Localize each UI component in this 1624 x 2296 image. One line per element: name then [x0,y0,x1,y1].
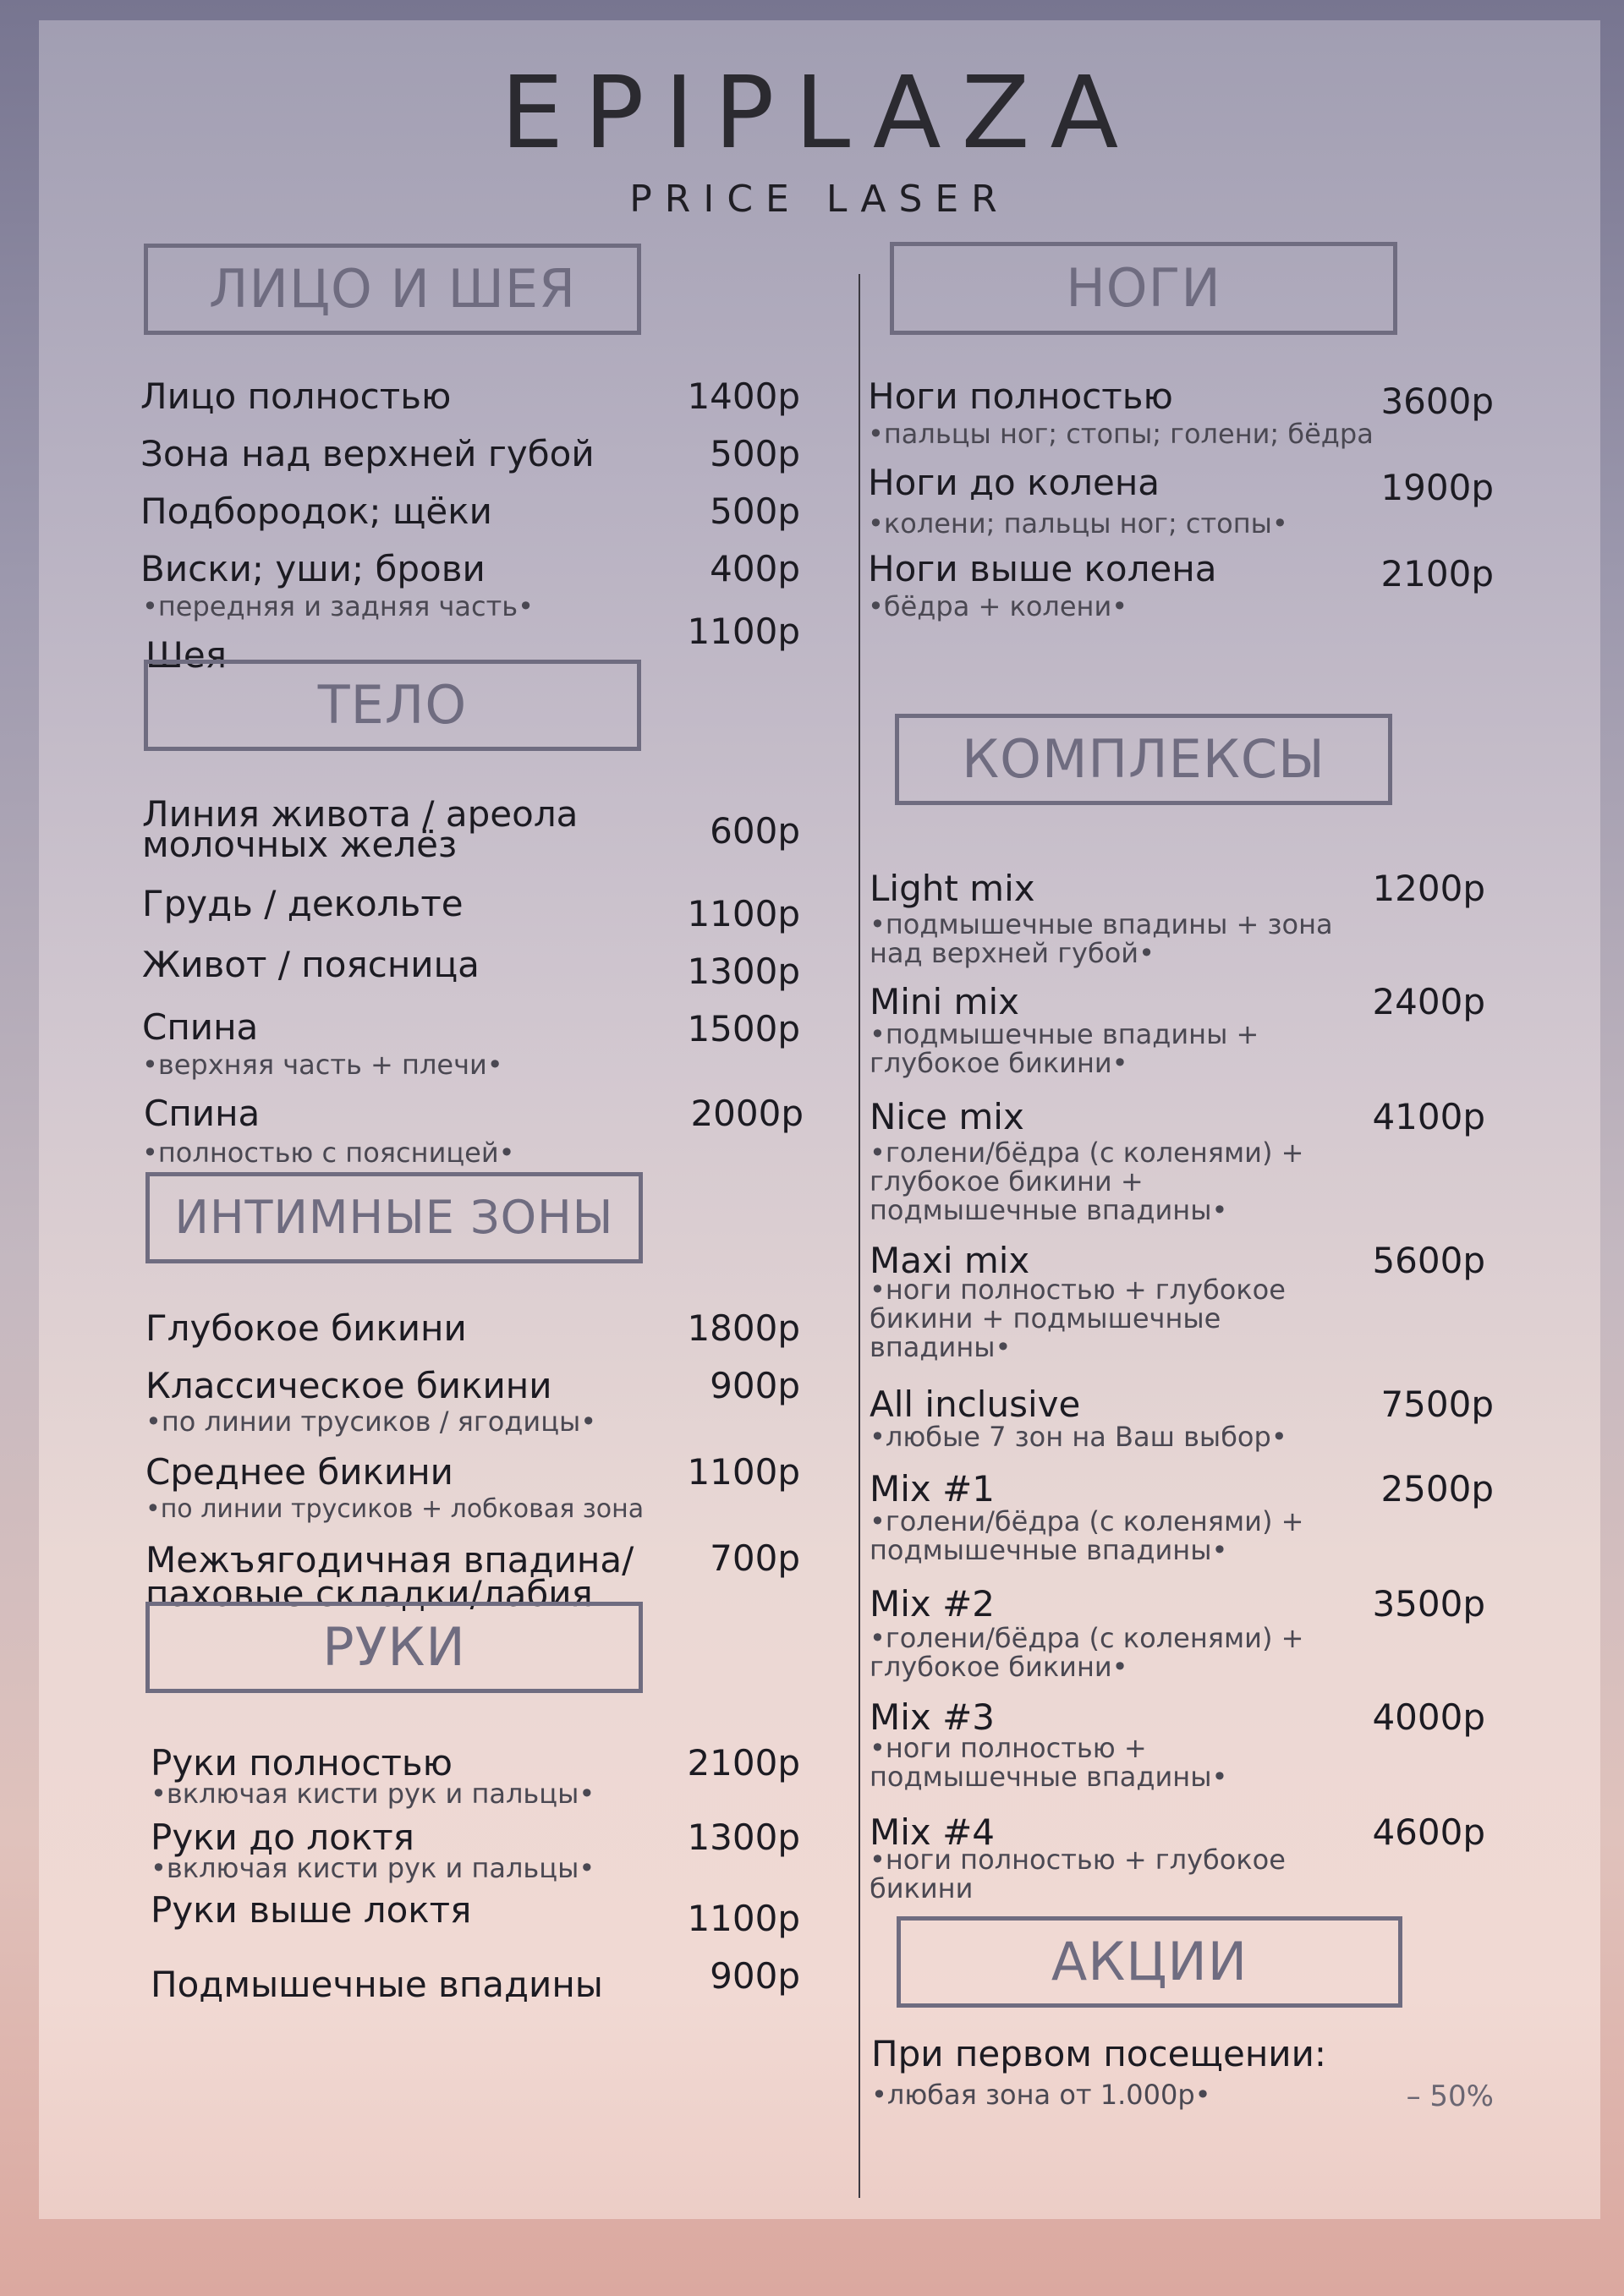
item-note: •голени/бёдра (с коленями) + [870,1505,1304,1537]
item-note: подмышечные впадины• [870,1761,1228,1793]
section-complexes-header [895,714,1392,805]
item-price: 7500р [1380,1384,1494,1425]
item-price: 1400р [687,375,800,417]
item-name: Mix #2 [870,1583,996,1625]
item-name: Линия живота / ареола [142,793,579,835]
item-note: •голени/бёдра (с коленями) + [870,1137,1304,1169]
item-price: 2000р [690,1093,804,1134]
item-price: 4000р [1372,1696,1485,1738]
item-name: Подмышечные впадины [151,1964,603,2005]
item-note: •голени/бёдра (с коленями) + [870,1622,1304,1654]
section-title: НОГИ [1066,257,1221,319]
item-price: 1300р [687,951,800,992]
item-name: Шея [145,634,228,676]
item-price: 900р [710,1365,800,1406]
item-name-line2: паховые складки/лабия [145,1573,593,1614]
section-arms-header [145,1602,643,1693]
item-note: •любые 7 зон на Ваш выбор• [870,1421,1287,1453]
section-body-header [144,660,641,751]
item-name: Ноги до колена [868,462,1160,503]
item-name: Mini mix [870,981,1019,1022]
section-title: ТЕЛО [317,674,468,736]
item-price: 5600р [1372,1240,1485,1281]
item-name-line2: молочных желёз [142,824,458,865]
item-note: глубокое бикини + [870,1165,1144,1197]
item-price: 900р [710,1955,800,1997]
item-price: 2400р [1372,981,1485,1022]
item-price: 700р [710,1537,800,1579]
item-price: 1100р [687,1451,800,1493]
item-name: Спина [144,1093,261,1134]
item-name: Лицо полностью [140,375,452,417]
item-note: •включая кисти рук и пальцы• [151,1778,595,1810]
promo-note: •любая зона от 1.000р• [871,2079,1211,2111]
item-name: Руки до локтя [151,1817,414,1858]
item-note: •включая кисти рук и пальцы• [151,1852,595,1884]
item-name: Спина [142,1006,259,1048]
item-price: 2500р [1380,1468,1494,1510]
item-price: 400р [710,548,800,589]
item-note: •полностью с поясницей• [142,1137,515,1169]
item-note: •ноги полностью + [870,1732,1147,1764]
item-name: Грудь / декольте [142,883,464,924]
item-name: Глубокое бикини [145,1307,467,1349]
brand-title: EPIPLAZA [500,54,1139,171]
item-price: 1100р [687,893,800,934]
section-promo-header [897,1916,1402,2008]
item-price: 1300р [687,1817,800,1858]
price-list-panel [39,20,1600,2219]
item-note: подмышечные впадины• [870,1534,1228,1566]
section-title: ИНТИМНЫЕ ЗОНЫ [174,1191,614,1244]
section-title: КОМПЛЕКСЫ [962,728,1325,790]
item-name: Mix #1 [870,1468,996,1510]
section-title: РУКИ [322,1616,466,1678]
item-note: •по линии трусиков / ягодицы• [145,1406,597,1438]
item-price: 500р [710,433,800,474]
item-price: 1800р [687,1307,800,1349]
item-price: 2100р [687,1742,800,1784]
item-name: All inclusive [870,1384,1081,1425]
item-name: Light mix [870,868,1035,909]
item-name: Среднее бикини [145,1451,453,1493]
section-title: ЛИЦО И ШЕЯ [208,258,577,320]
item-note: бикини [870,1872,974,1904]
section-legs-header [890,242,1397,335]
item-name: Виски; уши; брови [140,548,486,589]
promo-headline: При первом посещении: [871,2033,1327,2074]
item-note: •подмышечные впадины + зона [870,908,1333,940]
promo-discount: – 50% [1406,2080,1494,2113]
column-divider [859,274,860,2198]
item-price: 1100р [687,611,800,652]
section-intimate-header [145,1172,643,1263]
item-note: подмышечные впадины• [870,1194,1228,1226]
item-note: глубокое бикини• [870,1651,1128,1683]
item-note: над верхней губой• [870,937,1155,969]
item-name: Руки выше локтя [151,1889,472,1931]
item-name: Ноги выше колена [868,548,1217,589]
item-price: 2100р [1380,553,1494,595]
item-note: •ноги полностью + глубокое [870,1274,1286,1306]
item-name: Живот / поясница [142,944,480,985]
item-name: Nice mix [870,1096,1024,1137]
item-name: Mix #4 [870,1811,996,1853]
item-name: Классическое бикини [145,1365,552,1406]
item-note: •ноги полностью + глубокое [870,1844,1286,1876]
item-price: 3600р [1380,381,1494,422]
item-price: 1500р [687,1008,800,1049]
brand-subtitle: PRICE LASER [629,178,1010,221]
item-note: бикини + подмышечные [870,1302,1221,1334]
item-price: 500р [710,490,800,532]
item-name: Подбородок; щёки [140,490,492,532]
item-name: Межъягодичная впадина/ [145,1539,634,1581]
item-price: 3500р [1372,1583,1485,1625]
item-name: Зона над верхней губой [140,433,595,474]
item-name: Руки полностью [151,1742,453,1784]
item-price: 4100р [1372,1096,1485,1137]
item-note: •пальцы ног; стопы; голени; бёдра [868,418,1374,450]
item-price: 1100р [687,1898,800,1939]
item-price: 1200р [1372,868,1485,909]
item-note: •по линии трусиков + лобковая зона [145,1494,645,1524]
item-note: •верхняя часть + плечи• [142,1049,503,1081]
item-price: 4600р [1372,1811,1485,1853]
item-name: Maxi mix [870,1240,1030,1281]
item-price: 1900р [1380,467,1494,508]
item-name: Ноги полностью [868,375,1173,417]
item-note: •колени; пальцы ног; стопы• [868,507,1288,540]
item-price: 600р [710,810,800,852]
item-note: впадины• [870,1331,1012,1363]
item-note: •бёдра + колени• [868,590,1128,622]
section-title: АКЦИИ [1051,1931,1248,1992]
item-note: глубокое бикини• [870,1047,1128,1079]
section-face-header [144,244,641,335]
item-note: •подмышечные впадины + [870,1018,1259,1050]
item-note: •передняя и задняя часть• [142,590,534,622]
item-name: Mix #3 [870,1696,996,1738]
